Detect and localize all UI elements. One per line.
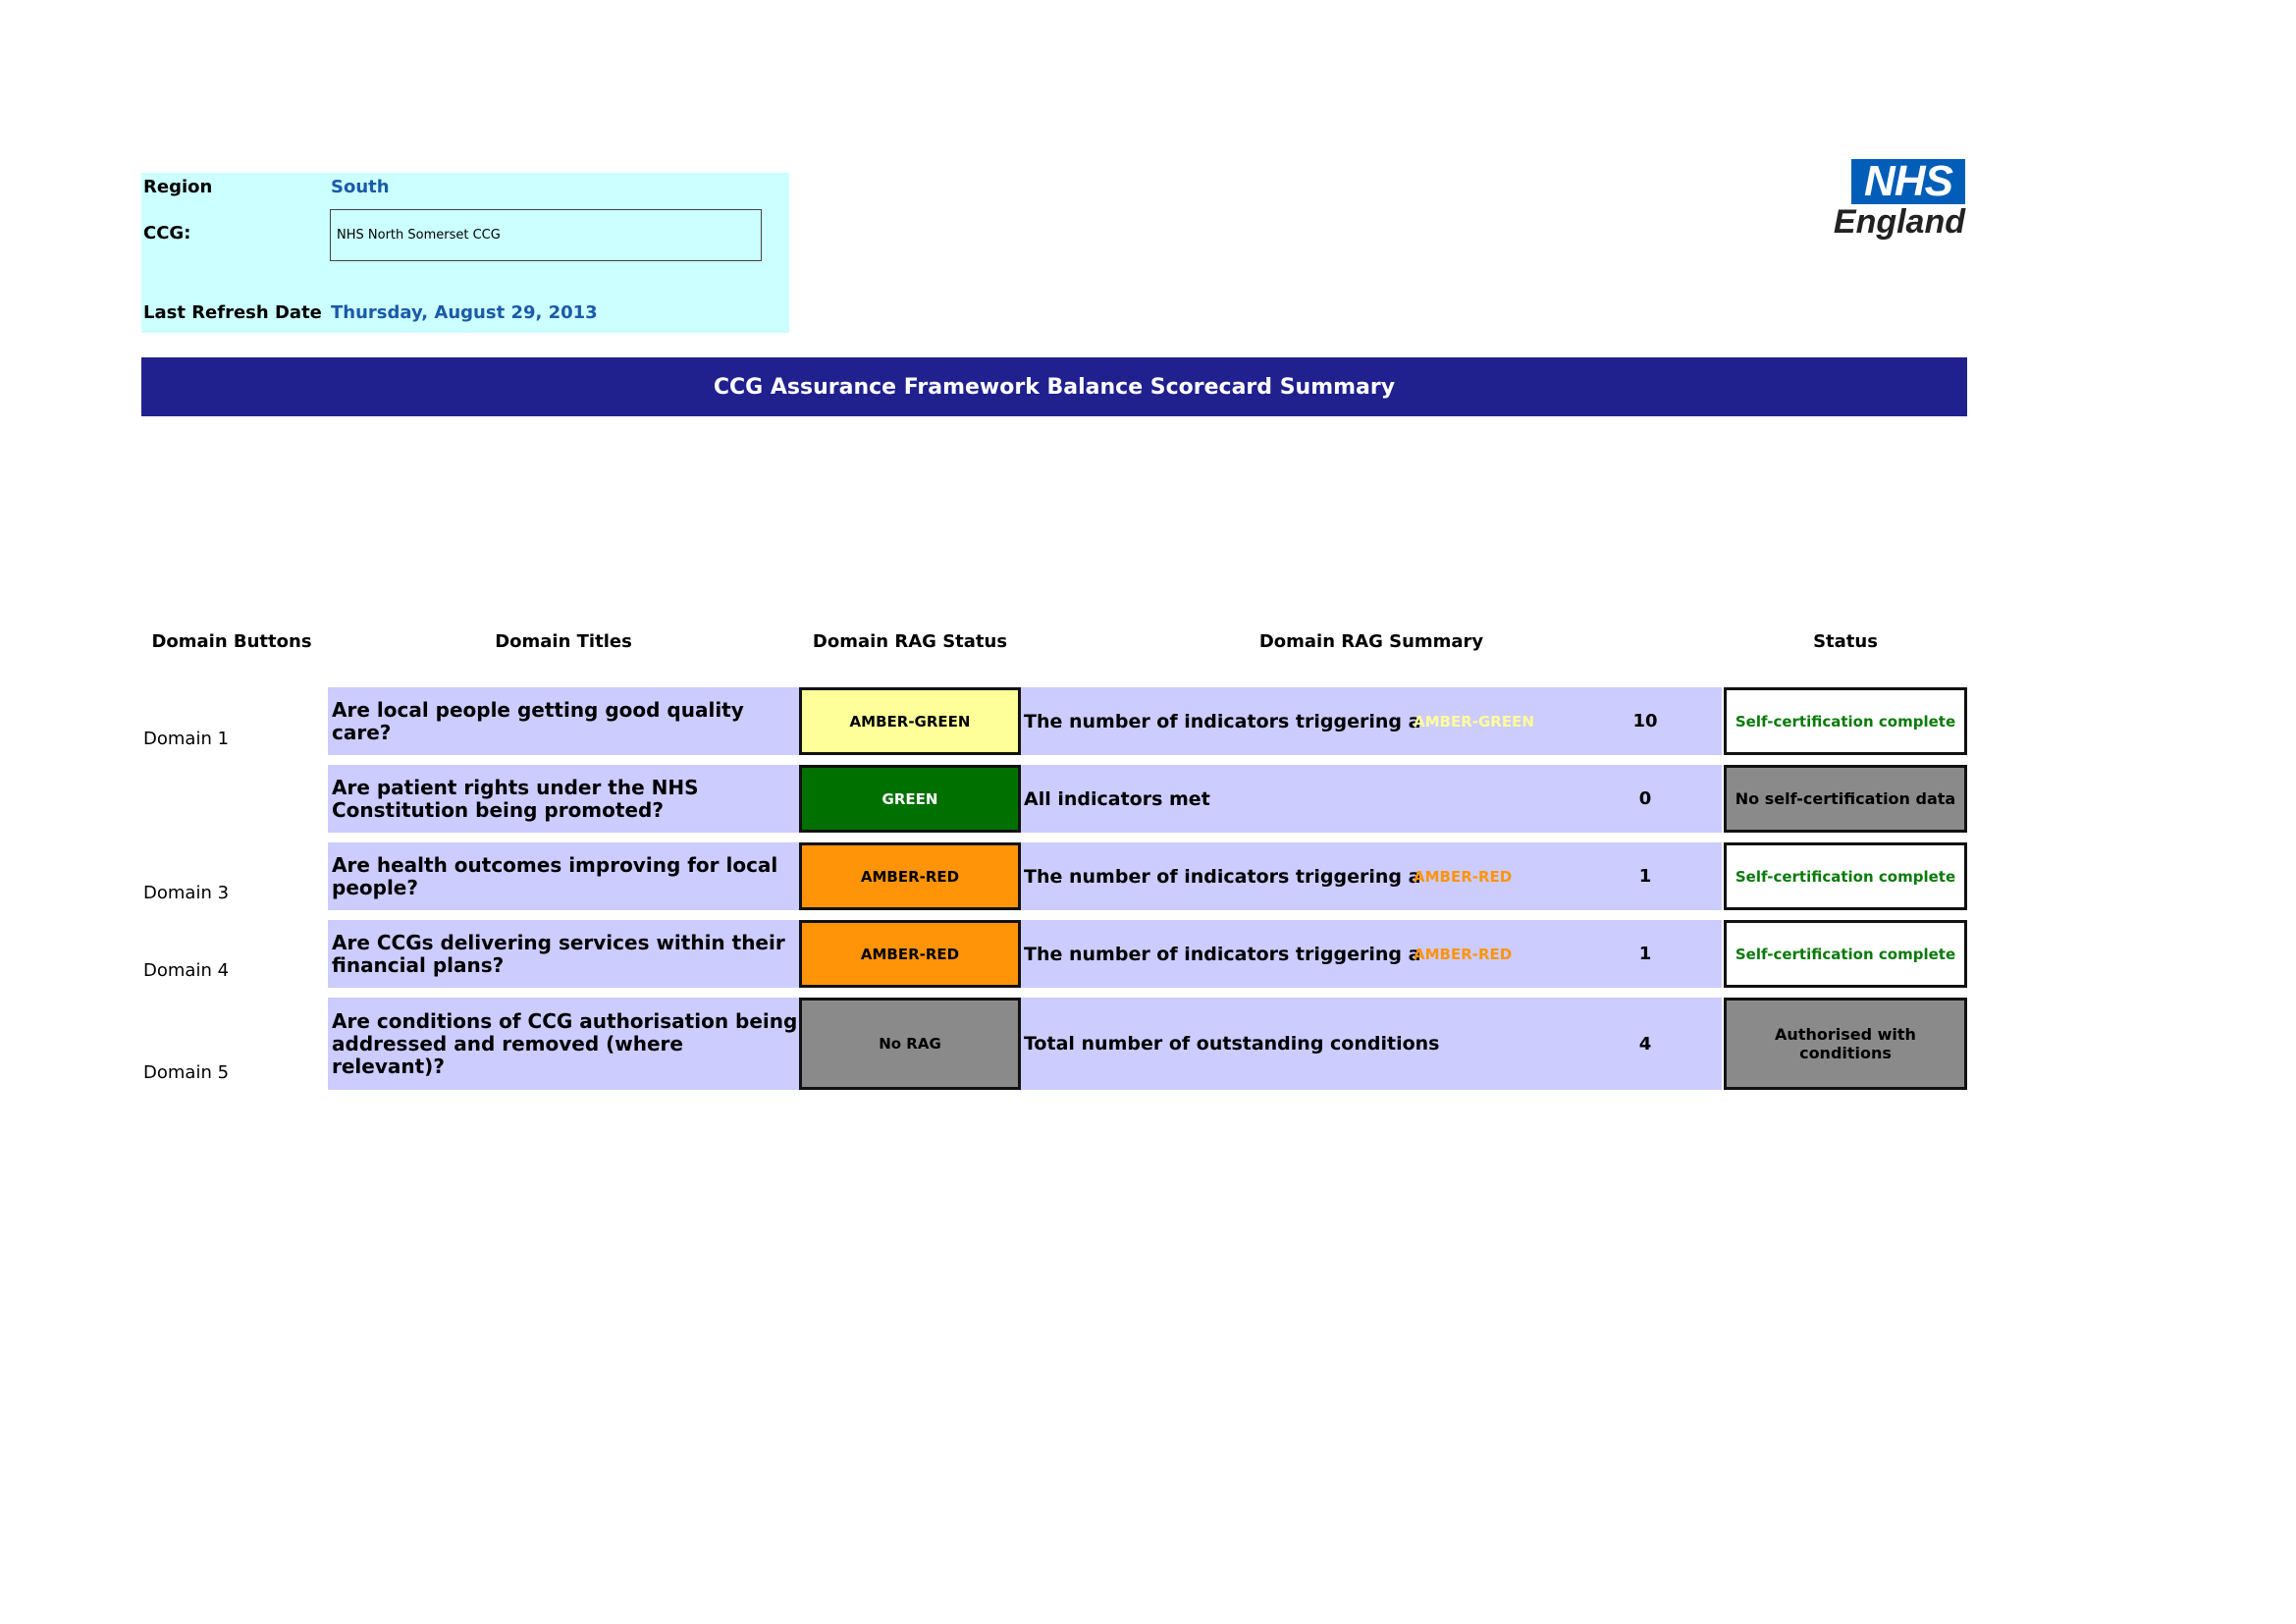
rag-summary [1021, 842, 1722, 910]
rag-summary [1021, 920, 1722, 988]
rag-status-badge: GREEN [799, 765, 1021, 833]
ccg-label: CCG: [143, 223, 191, 244]
refresh-date-label: Last Refresh Date [143, 302, 322, 323]
status-badge: Authorised with conditions [1724, 998, 1967, 1090]
domain-title: Are conditions of CCG authorisation being addressed and removed (where relevant)? [328, 998, 799, 1090]
nhs-england-logo [1814, 159, 1967, 240]
domain-title: Are health outcomes improving for local people? [328, 842, 799, 910]
rag-status-badge: AMBER-RED [799, 920, 1021, 988]
summary-text: All indicators met [1024, 787, 1210, 810]
summary-tag: AMBER-RED [1414, 867, 1513, 886]
domain-3-button[interactable]: Domain 3 [143, 883, 230, 903]
col-rag-summary: Domain RAG Summary [1258, 631, 1484, 652]
summary-text: The number of indicators triggering a [1024, 865, 1421, 888]
nhs-logo-mark: NHS [1851, 159, 1965, 204]
rag-summary [1021, 687, 1722, 755]
rag-status-badge: AMBER-GREEN [799, 687, 1021, 755]
domain-title: Are patient rights under the NHS Constitution being promoted? [328, 765, 799, 833]
domain-1-button[interactable]: Domain 1 [143, 729, 230, 749]
banner-title: CCG Assurance Framework Balance Scorecard Summary [713, 374, 1396, 400]
status-badge: Self-certification complete [1724, 842, 1967, 910]
scorecard-banner [141, 357, 1967, 416]
status-badge: Self-certification complete [1724, 687, 1967, 755]
col-rag-status: Domain RAG Status [812, 631, 1008, 652]
summary-count: 0 [1638, 788, 1652, 809]
rag-status-badge: AMBER-RED [799, 842, 1021, 910]
refresh-date-value: Thursday, August 29, 2013 [331, 302, 598, 323]
summary-count: 1 [1638, 866, 1652, 887]
region-label: Region [143, 177, 213, 197]
status-badge: No self-certification data [1724, 765, 1967, 833]
summary-tag: AMBER-GREEN [1414, 712, 1534, 731]
rag-status-badge: No RAG [799, 998, 1021, 1090]
england-logo-text: England [1833, 203, 1965, 241]
region-value: South [331, 177, 390, 197]
domain-title: Are CCGs delivering services within their financial plans? [328, 920, 799, 988]
col-domain-buttons: Domain Buttons [151, 631, 312, 652]
ccg-select[interactable]: NHS North Somerset CCG [330, 209, 762, 261]
summary-count: 10 [1632, 711, 1658, 731]
summary-text: Total number of outstanding conditions [1024, 1033, 1440, 1055]
rag-summary [1021, 765, 1722, 833]
rag-summary [1021, 998, 1722, 1090]
col-status: Status [1813, 631, 1878, 652]
summary-text: The number of indicators triggering a [1024, 710, 1421, 732]
summary-text: The number of indicators triggering a [1024, 943, 1421, 965]
domain-5-button[interactable]: Domain 5 [143, 1062, 230, 1083]
domain-4-button[interactable]: Domain 4 [143, 960, 230, 981]
summary-tag: AMBER-RED [1414, 945, 1513, 963]
status-badge: Self-certification complete [1724, 920, 1967, 988]
summary-count: 4 [1638, 1033, 1652, 1055]
summary-count: 1 [1638, 944, 1652, 964]
col-domain-titles: Domain Titles [495, 631, 632, 652]
domain-title: Are local people getting good quality care? [328, 687, 799, 755]
